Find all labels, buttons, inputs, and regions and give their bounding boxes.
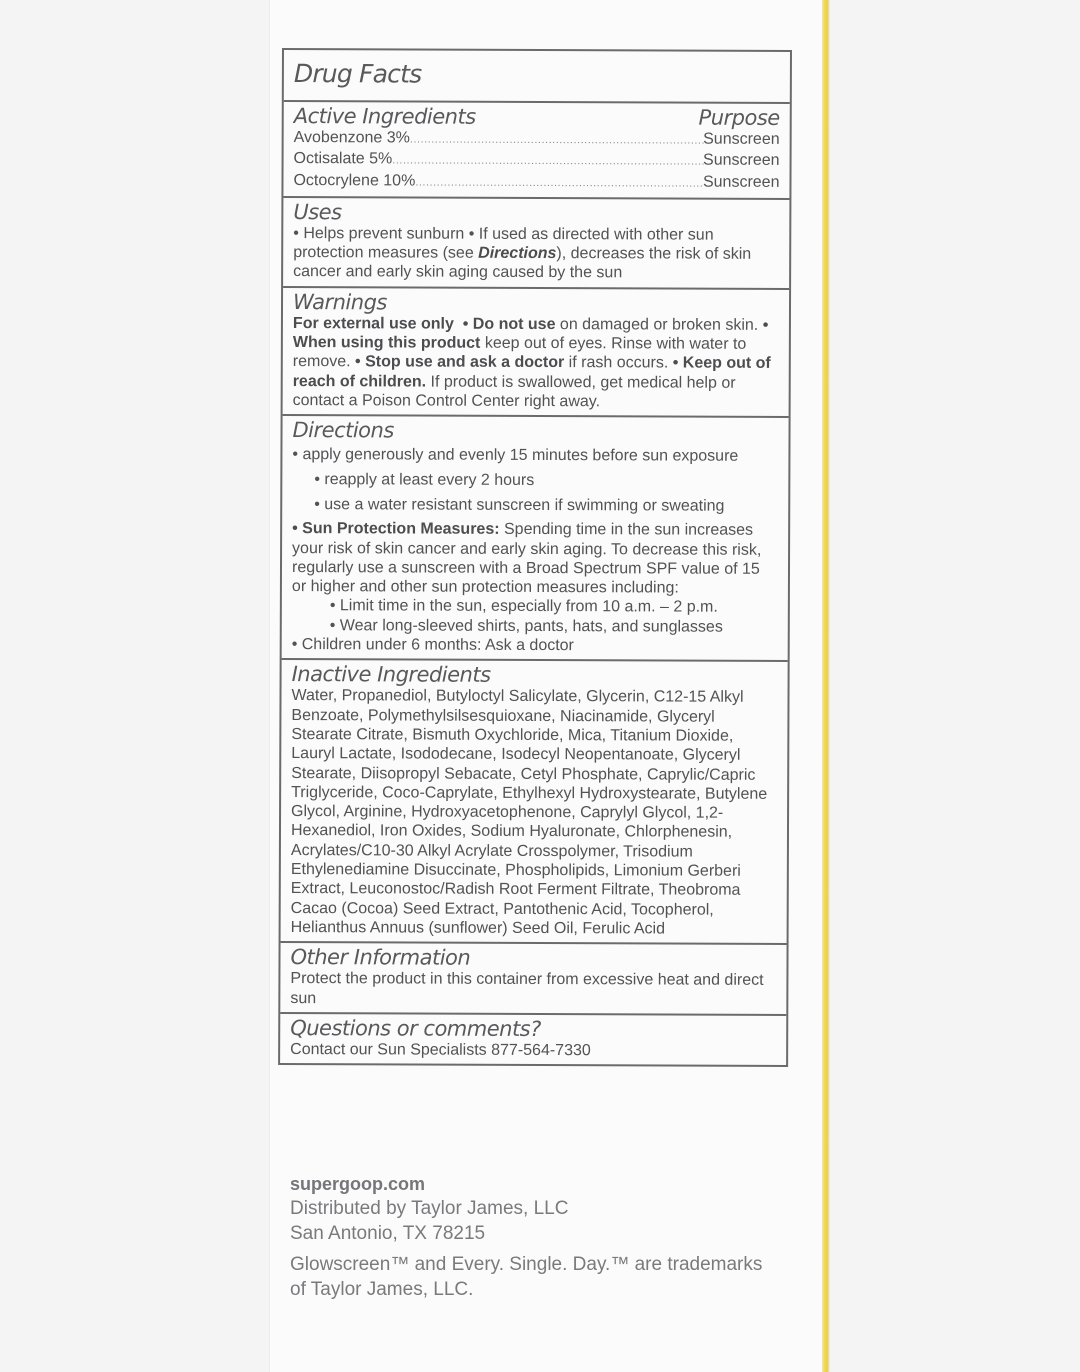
warnings-text <box>293 314 779 412</box>
purpose-heading: Purpose <box>698 105 780 130</box>
keep-out-text: If product is swallowed, get medical help or contact a Poison Control Center right away. <box>292 373 736 411</box>
uses-text <box>293 224 779 284</box>
distributor: Distributed by Taylor James, LLC <box>290 1198 569 1219</box>
directions-line: • apply generously and evenly 15 minutes before sun exposure <box>292 446 739 466</box>
inactive-ingredients-heading: Inactive Ingredients <box>291 662 491 688</box>
uses-section <box>283 196 789 288</box>
package-footer <box>290 1172 810 1302</box>
children-note: • Children under 6 months: Ask a doctor <box>291 636 574 655</box>
leader-dots <box>410 130 703 150</box>
other-information-section <box>280 941 786 1014</box>
ingredient-row <box>294 149 780 172</box>
uses-text-part: ), decreases the risk of skin cancer and early skin aging caused by the sun <box>293 245 752 282</box>
do-not-use-label: • Do not use <box>462 315 556 333</box>
leader-dots <box>415 173 703 193</box>
drug-facts-box <box>278 48 792 1067</box>
ingredient-purpose: Sunscreen <box>703 130 780 148</box>
trademark-line: Glowscreen™ and Every. Single. Day.™ are trademarks <box>290 1254 763 1275</box>
stop-use-label: • Stop use and ask a doctor <box>355 353 565 372</box>
directions-line: • use a water resistant sunscreen if swimming or sweating <box>314 496 725 515</box>
ingredient-row <box>294 128 780 151</box>
leader-dots <box>392 152 703 172</box>
when-using-label: • When using this product <box>292 316 769 352</box>
other-information-heading: Other Information <box>290 945 471 970</box>
warnings-section <box>283 286 789 416</box>
keep-out-label: • Keep out of reach of children. <box>292 354 771 391</box>
spm-item: • Limit time in the sun, especially from 10 a.m. – 2 p.m. <box>329 597 718 617</box>
spm-item: • Wear long-sleeved shirts, pants, hats, and sunglasses <box>329 616 723 636</box>
ingredient-name: Octocrylene 10% <box>293 171 416 190</box>
stop-use-text: if rash occurs. <box>564 354 673 372</box>
directions-line: • reapply at least every 2 hours <box>314 471 535 490</box>
ingredient-row <box>293 171 779 194</box>
ingredient-purpose: Sunscreen <box>703 151 780 170</box>
website: supergoop.com <box>290 1174 426 1194</box>
yellow-package-edge <box>822 0 830 1372</box>
active-ingredients-heading: Active Ingredients <box>293 104 476 129</box>
distributor-address: San Antonio, TX 78215 <box>290 1223 486 1244</box>
when-using-text: keep out of eyes. Rinse with water to remove. <box>292 334 747 371</box>
questions-text: Contact our Sun Specialists 877-564-7330 <box>290 1040 591 1059</box>
external-use-label: For external use only <box>292 314 454 333</box>
directions-heading: Directions <box>292 418 394 443</box>
drug-facts-title-section <box>284 50 790 102</box>
uses-heading: Uses <box>293 199 342 225</box>
ingredient-name: Avobenzone 3% <box>293 129 410 147</box>
sun-protection-measures <box>292 519 778 598</box>
questions-section <box>280 1012 786 1065</box>
spm-label: • Sun Protection Measures: <box>292 520 500 539</box>
questions-heading: Questions or comments? <box>290 1015 541 1041</box>
trademark-line: of Taylor James, LLC. <box>290 1279 474 1300</box>
drug-facts-title: Drug Facts <box>293 59 422 89</box>
spm-text: Spending time in the sun increases your risk of skin cancer and early skin aging. To decrease this risk, regularly use a sunscreen with a Broad Spectrum SPF value of 15 or higher and other sun protection measures including: <box>291 521 762 597</box>
inactive-ingredients-section <box>281 658 788 943</box>
ingredient-name: Octisalate 5% <box>293 150 393 168</box>
active-ingredients-section <box>283 100 789 198</box>
do-not-use-text: on damaged or broken skin. <box>555 315 763 334</box>
directions-section <box>282 414 789 660</box>
directions-reference: Directions <box>478 244 557 263</box>
uses-text-part: • Helps prevent sunburn • If used as directed with other sun protection measures (see <box>293 224 714 262</box>
warnings-heading: Warnings <box>292 289 387 315</box>
ingredient-purpose: Sunscreen <box>702 173 780 191</box>
inactive-ingredients-text: Water, Propanediol, Butyloctyl Salicylate, Glycerin, C12-15 Alkyl Benzoate, Polymethylsilsesquioxane, Niacinamide, Glyceryl Stearate Citrate, Bismuth Oxychloride, Mica, Titanium Dioxide, Lauryl Lactate, Isododecane, Isodecyl Neopentanoate, Glyceryl Stearate, Diisopropyl Sebacate, Cetyl Phosphate, Caprylic/Capric Triglyceride, Coco-Caprylate, Ethylhexyl Hydroxystearate, Butylene Glycol, Arginine, Hydroxyacetophenone, Caprylyl Glycol, 1,2-Hexanediol, Iron Oxides, Sodium Hyaluronate, Chlorphenesin, Acrylates/C10-30 Alkyl Acrylate Crosspolymer, Trisodium Ethylenediamine Disuccinate, Phospholipids, Limonium Gerberi Extract, Leuconostoc/Radish Root Ferment Filtrate, Theobroma Cacao (Cocoa) Seed Extract, Pantothenic Acid, Tocopherol, Helianthus Annuus (sunflower) Seed Oil, Ferulic Acid <box>290 687 768 938</box>
other-information-text: Protect the product in this container from excessive heat and direct sun <box>290 970 764 1007</box>
